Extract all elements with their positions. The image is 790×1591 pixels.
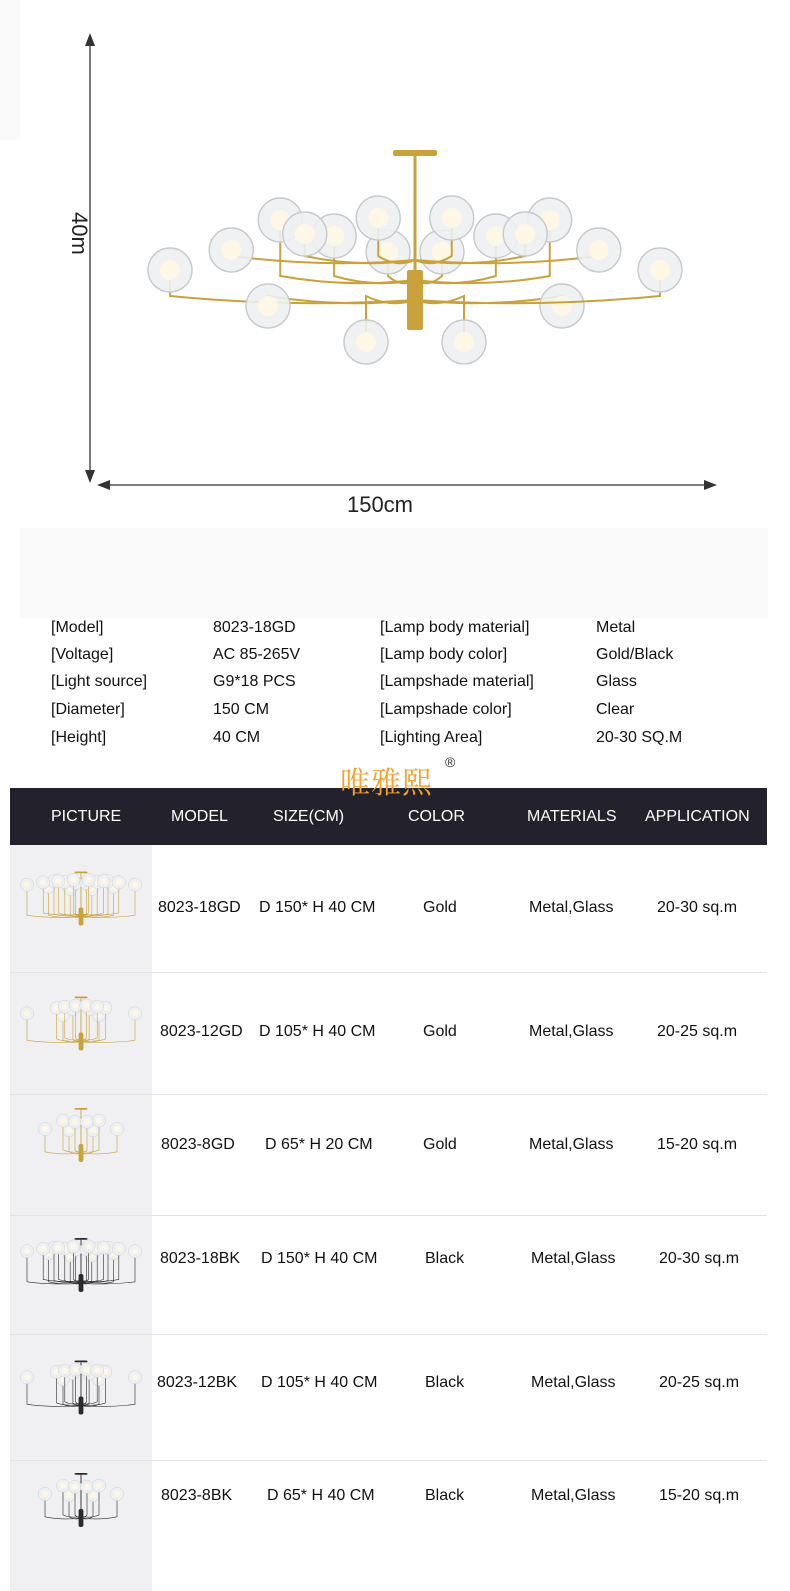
cell-color: Gold xyxy=(423,1023,457,1040)
cell-size: D 65* H 20 CM xyxy=(265,1136,373,1153)
table-row xyxy=(10,1216,767,1335)
cell-model: 8023-8GD xyxy=(161,1136,235,1153)
chandelier-thumbnail-image xyxy=(10,1335,152,1460)
cell-materials: Metal,Glass xyxy=(529,1023,614,1040)
chandelier-image xyxy=(148,150,682,364)
chandelier-thumbnail-image xyxy=(10,973,152,1094)
cell-materials: Metal,Glass xyxy=(531,1250,616,1267)
spec-label: [Lampshade color] xyxy=(380,701,512,718)
table-row xyxy=(10,1095,767,1216)
cell-application: 15-20 sq.m xyxy=(657,1136,738,1153)
product-thumbnail xyxy=(10,1216,152,1334)
cell-materials: Metal,Glass xyxy=(531,1487,616,1504)
spec-label: [Height] xyxy=(51,729,107,746)
cell-size: D 150* H 40 CM xyxy=(259,899,376,916)
spec-label: [Voltage] xyxy=(51,646,114,663)
chandelier-thumbnail-image xyxy=(10,1095,152,1215)
cell-application: 20-25 sq.m xyxy=(659,1374,740,1391)
registered-mark: ® xyxy=(445,754,456,770)
cell-materials: Metal,Glass xyxy=(529,899,614,916)
column-header-color: COLOR xyxy=(408,808,465,825)
spec-value: Metal xyxy=(596,619,636,636)
cell-color: Gold xyxy=(423,1136,457,1153)
cell-model: 8023-18BK xyxy=(160,1250,241,1267)
spec-value: Clear xyxy=(596,701,635,718)
height-dimension-label: 40m xyxy=(67,212,92,255)
width-dimension-label: 150cm xyxy=(346,492,414,517)
column-header-model: MODEL xyxy=(171,808,228,825)
cell-color: Black xyxy=(425,1487,465,1504)
cell-color: Black xyxy=(425,1250,465,1267)
column-header-materials: MATERIALS xyxy=(527,808,617,825)
table-row xyxy=(10,973,767,1095)
spec-label: [Lampshade material] xyxy=(380,673,534,690)
chandelier-thumbnail-image xyxy=(10,1216,152,1334)
cell-size: D 105* H 40 CM xyxy=(259,1023,376,1040)
cell-model: 8023-12BK xyxy=(157,1374,238,1391)
spec-value: 20-30 SQ.M xyxy=(596,729,683,746)
product-thumbnail xyxy=(10,1095,152,1215)
product-thumbnail xyxy=(10,1461,152,1591)
dimension-drawing xyxy=(0,0,790,540)
column-header-application: APPLICATION xyxy=(645,808,750,825)
spec-value: Gold/Black xyxy=(596,646,674,663)
cell-model: 8023-18GD xyxy=(158,899,241,916)
spec-label: [Diameter] xyxy=(51,701,125,718)
cell-materials: Metal,Glass xyxy=(531,1374,616,1391)
brand-watermark: 唯雅熙 xyxy=(340,766,433,801)
cell-model: 8023-8BK xyxy=(161,1487,233,1504)
cell-application: 20-30 sq.m xyxy=(657,899,738,916)
table-row xyxy=(10,1461,767,1579)
column-header-picture: PICTURE xyxy=(51,808,122,825)
spec-value: AC 85-265V xyxy=(213,646,301,663)
spec-value: 150 CM xyxy=(213,701,270,718)
cell-size: D 150* H 40 CM xyxy=(261,1250,378,1267)
cell-application: 20-30 sq.m xyxy=(659,1250,740,1267)
table-row xyxy=(10,1335,767,1461)
cell-model: 8023-12GD xyxy=(160,1023,243,1040)
spec-background-band xyxy=(20,528,768,618)
chandelier-thumbnail-image xyxy=(10,845,152,972)
table-row xyxy=(10,845,767,973)
spec-label: [Lamp body color] xyxy=(380,646,508,663)
product-thumbnail xyxy=(10,1335,152,1460)
product-thumbnail xyxy=(10,845,152,972)
spec-value: 8023-18GD xyxy=(213,619,296,636)
cell-size: D 105* H 40 CM xyxy=(261,1374,378,1391)
cell-materials: Metal,Glass xyxy=(529,1136,614,1153)
spec-label: [Model] xyxy=(51,619,104,636)
cell-color: Black xyxy=(425,1374,465,1391)
spec-list xyxy=(0,612,790,762)
spec-value: G9*18 PCS xyxy=(213,673,296,690)
cell-size: D 65* H 40 CM xyxy=(267,1487,375,1504)
spec-label: [Light source] xyxy=(51,673,148,690)
column-header-size: SIZE(CM) xyxy=(273,808,345,825)
spec-label: [Lamp body material] xyxy=(380,619,530,636)
cell-application: 20-25 sq.m xyxy=(657,1023,738,1040)
spec-label: [Lighting Area] xyxy=(380,729,483,746)
spec-value: Glass xyxy=(596,673,637,690)
chandelier-thumbnail-image xyxy=(10,1461,152,1579)
spec-value: 40 CM xyxy=(213,729,261,746)
product-thumbnail xyxy=(10,973,152,1094)
cell-application: 15-20 sq.m xyxy=(659,1487,740,1504)
cell-color: Gold xyxy=(423,899,457,916)
